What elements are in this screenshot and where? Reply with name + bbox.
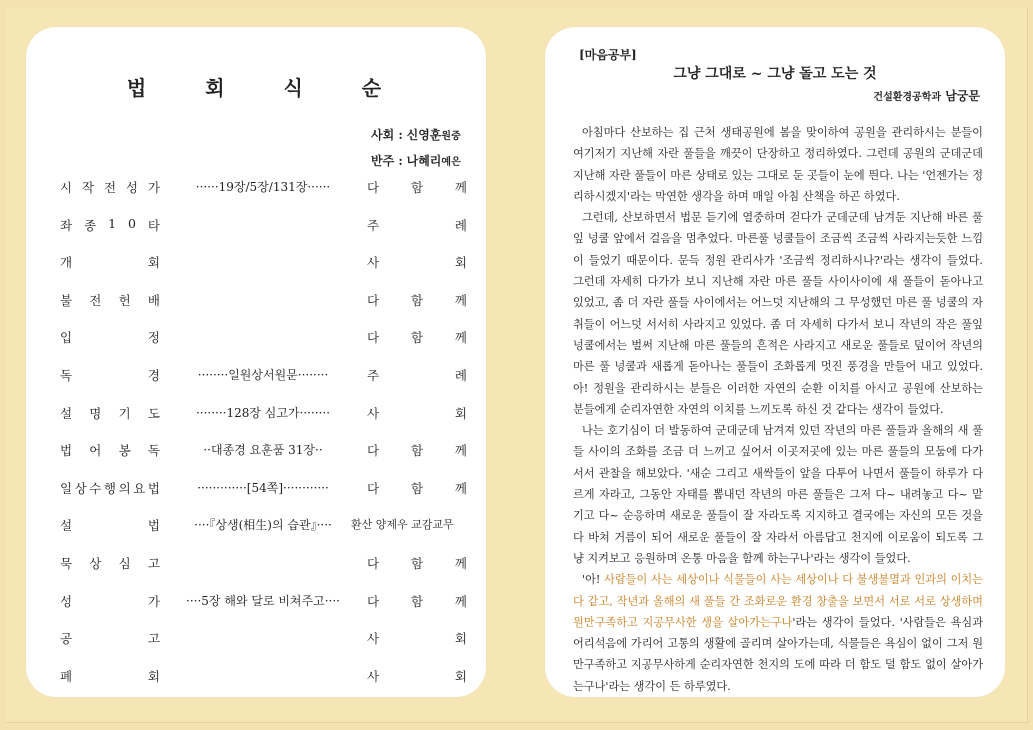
service-item-name: 법 어 봉 독: [60, 443, 160, 459]
service-item-actor: 사 회: [367, 255, 467, 271]
essay-author: [873, 87, 980, 104]
service-item-name: 묵 상 심 고: [60, 556, 160, 571]
service-item-actor: 다 함 께: [367, 292, 467, 308]
accompanist-name: 나혜리: [406, 154, 442, 168]
author-department: 건설환경공학과: [873, 92, 942, 103]
service-order-row: [26, 592, 486, 612]
service-item-detail: ·············[54쪽]············: [197, 480, 329, 495]
service-item-actor: 다 함 께: [367, 593, 467, 609]
essay-panel: [545, 27, 1005, 697]
service-item-detail: ········일원상서원문········: [197, 368, 329, 382]
paragraph-4-end: '라는 생각이 들었다. '사람들은 욕심과 어리석음에 가리어 고통의 생활에 골리며 살아가는데, 식물들은 욕심이 없이 그저 원만구족하고 지공무사하게 순리자연한 천지의 도에 따라 더 함도 덜 함도 없이 살아가는구나'라는 생각이 든 하루였다.: [573, 615, 983, 693]
service-item-actor: 사 회: [367, 631, 467, 647]
service-order-row: [26, 291, 486, 311]
service-order-row: [26, 629, 486, 649]
service-item-name: 공 고: [60, 631, 160, 647]
service-item-name: 개 회: [60, 255, 160, 271]
service-item-actor: 사 회: [367, 405, 467, 421]
service-order-panel: [26, 27, 486, 697]
service-order-row: [26, 516, 486, 536]
essay-paragraph-2: 그런데, 산보하면서 법문 듣기에 열중하며 걷다가 군데군데 남겨둔 지난해 바른 풀잎 넝쿨 앞에서 걸음을 멈추었다. 마른풀 넝쿨들이 조금씩 조금씩 사라지는듯한 느낌이 들었기 때문이다. 문득 정원 관리사가 '조금씩 정리하시나?'라는 생각이 들었다. 그런데 자세히 다가가 보니 지난해 자란 마른 풀들 사이사이에 새 풀들이 돋아나고 있었고, 좀 더 자란 풀들 사이에서는 어느덧 지난해의 그 무성했던 마른 풀 넝쿨의 자취들이 어느덧 서서히 사라지고 있었다. 좀 더 자세히 다가서 보니 작년의 작은 풀잎 넝쿨에서는 벌써 지난해 마른 풀들의 흔적은 사라지고 새로운 풀들로 덮이어 작년의 마른 풀 넝쿨과 새롭게 돋아나는 풀들이 조화롭게 멋진 풍경을 만들어 내고 있었다. 아! 정원을 관리하시는 분들은 이러한 자연의 순환 이치를 아시고 공원에 산보하는 분들에게 순리자연한 자연의 이치를 느끼도록 하신 것 같다는 생각이 들었다.: [573, 211, 983, 416]
highlighted-text: 사람들이 사는 세상이나 식물들이 사는 세상이나 다 불생불멸과 인과의 이치는 다 같고, 작년과 올해의 새 풀들 간 조화로운 환경 창출을 보면서 서로 서로 상생하며 원만구족하고 지공무사한 생을 살아가는구나: [573, 573, 983, 629]
essay-title: 그냥 그대로 ~ 그냥 돌고 도는 것: [673, 66, 877, 82]
service-order-row: [26, 479, 486, 499]
service-item-actor: 다 함 께: [367, 443, 467, 459]
service-item-actor: 환산 양제우 교감교무: [351, 518, 454, 532]
service-item-name: 입 정: [60, 330, 160, 346]
service-item-actor: 주 례: [367, 217, 467, 233]
accompanist-line: [371, 149, 461, 175]
service-item-actor: 다 함 께: [367, 180, 467, 195]
service-item-name: 독 경: [60, 368, 160, 383]
host-name: 신영훈: [406, 128, 442, 142]
host-line: [371, 123, 461, 149]
service-item-detail: ········128장 심고가········: [195, 405, 331, 420]
service-item-actor: 주 례: [367, 368, 467, 383]
service-item-name: 폐 회: [60, 668, 160, 684]
service-item-detail: ··대종경 요훈품 31장··: [203, 443, 323, 458]
accompanist-label: 반주 :: [371, 154, 403, 168]
service-item-actor: 사 회: [367, 668, 467, 684]
service-item-detail: ····『상생(相生)의 습관』····: [194, 518, 332, 533]
service-order-title: 법 회 식 순: [126, 76, 408, 100]
service-order-row: [26, 554, 486, 574]
service-order-row: [26, 667, 486, 687]
service-item-name: 불 전 헌 배: [60, 292, 160, 308]
service-order-row: [26, 441, 486, 461]
service-order-row: [26, 253, 486, 273]
service-order-row: [26, 328, 486, 348]
service-item-name: 시 작 전 성 가: [60, 180, 160, 195]
essay-paragraph-3: 나는 호기심이 더 발동하여 군데군데 남겨져 있던 작년의 마른 풀들과 올해의 새 풀들 사이의 조화를 조금 더 느끼고 싶어서 이곳저곳에 있는 마른 풀들의 모둠에 다가서서 관찰을 해보았다. '새순 그리고 새싹들이 앞을 다투어 나면서 풀들이 하루가 다르게 자라고, 그동안 자태를 뽐내던 작년의 마른 풀들은 그저 다~ 내려놓고 다~ 맡기고 다~ 순응하며 새로운 풀들이 잘 자라도록 지지하고 결국에는 자신의 모든 것을 다 바쳐 거름이 되어 새로운 풀들이 잘 자라서 아름답고 천지에 이로움이 되도록 그냥 지켜보고 응원하며 온통 마음을 함께 하는구나'라는 생각이 들었다.: [573, 424, 983, 565]
service-item-actor: 다 함 께: [367, 330, 467, 346]
service-item-detail: ····5장 해와 달로 비쳐주고····: [186, 593, 340, 608]
host-title: 원중: [441, 131, 461, 142]
essay-paragraph-1: 아침마다 산보하는 집 근처 생태공원에 봄을 맞이하여 공원을 관리하시는 분들이 여기저기 지난해 자란 풀들을 깨끗이 단장하고 정리하였다. 그런데 공원의 군데군데 지난해 자란 풀들이 마른 상태로 있는 그대로 둔 곳들이 눈에 띈다. 나는 '언젠가는 정리하시겠지'라는 막연한 생각을 하며 매일 아침 산책을 하곤 하였다.: [573, 126, 983, 203]
accompanist-title: 예은: [441, 157, 461, 168]
service-item-name: 성 가: [60, 593, 160, 609]
service-item-name: 일 상 수 행 의 요 법: [60, 480, 160, 496]
author-name: 남궁문: [945, 89, 980, 103]
service-order-row: [26, 404, 486, 424]
host-label: 사회 :: [371, 128, 403, 142]
service-item-actor: 다 함 께: [367, 480, 467, 496]
essay-category-tag: [마음공부]: [579, 48, 637, 62]
service-order-row: [26, 366, 486, 386]
service-item-name: 좌 종 1 0 타: [60, 215, 160, 233]
service-item-name: 설 명 기 도: [60, 405, 160, 421]
service-item-actor: 다 함 께: [367, 556, 467, 571]
service-order-row: [26, 178, 486, 198]
service-order-row: [26, 216, 486, 236]
paragraph-4-start: '아!: [582, 573, 605, 587]
essay-paragraph-4: [573, 569, 983, 697]
service-item-detail: ······19장/5장/131장······: [195, 180, 331, 194]
host-block: [371, 123, 461, 175]
essay-body: [573, 122, 983, 697]
service-item-name: 설 법: [60, 518, 160, 534]
